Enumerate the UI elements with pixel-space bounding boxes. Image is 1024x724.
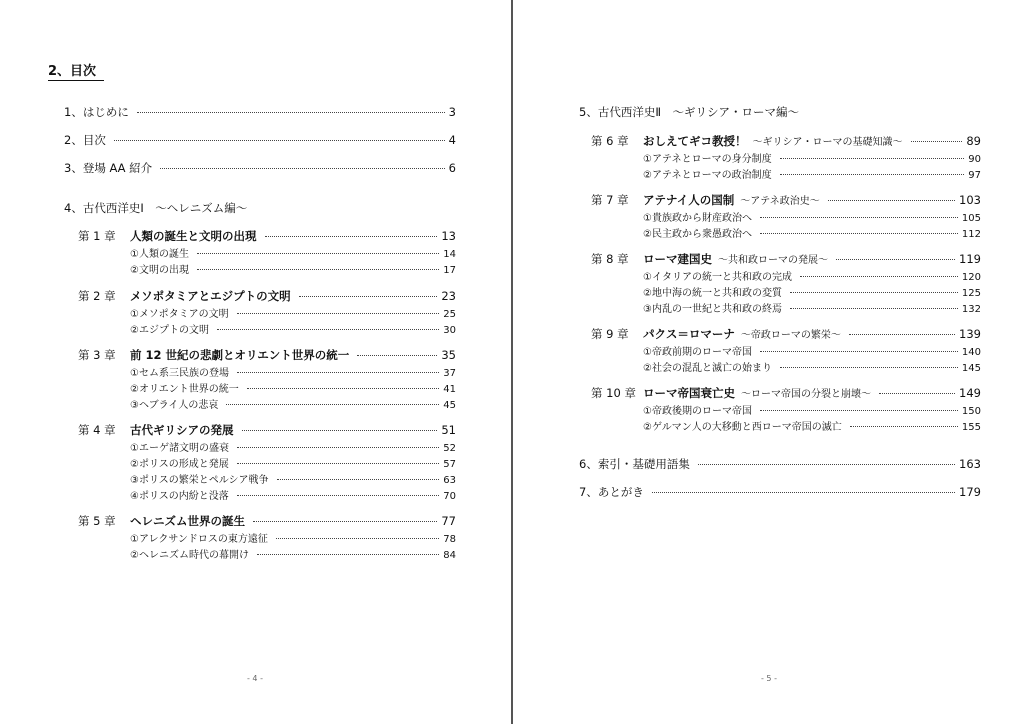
entry-label: ①帝政後期のローマ帝国 bbox=[643, 406, 752, 417]
entry-page: 105 bbox=[961, 213, 981, 224]
entry-page: 77 bbox=[441, 514, 456, 528]
entry-page: 35 bbox=[441, 348, 456, 362]
entry-label: ①イタリアの統一と共和政の完成 bbox=[643, 272, 792, 283]
entry-page: 78 bbox=[443, 534, 456, 545]
chapter-title: 前 12 世紀の悲劇とオリエント世界の統一 bbox=[130, 348, 350, 362]
toc-subentry[interactable] bbox=[130, 487, 456, 502]
toc-subentry[interactable] bbox=[130, 471, 456, 486]
leader-dots bbox=[780, 367, 958, 368]
entry-page: 51 bbox=[441, 423, 456, 437]
entry-label: 7、あとがき bbox=[579, 485, 644, 499]
toc-chapter[interactable] bbox=[78, 513, 456, 529]
toc-subentry[interactable] bbox=[130, 546, 456, 561]
leader-dots bbox=[265, 236, 438, 237]
toc-subentry[interactable] bbox=[643, 268, 981, 283]
entry-page: 120 bbox=[961, 272, 981, 283]
entry-page: 150 bbox=[961, 406, 981, 417]
leader-dots bbox=[237, 463, 440, 464]
toc-subentry[interactable] bbox=[643, 209, 981, 224]
entry-page: 140 bbox=[961, 347, 981, 358]
leader-dots bbox=[257, 554, 439, 555]
entry-label: 2、目次 bbox=[64, 133, 106, 147]
page-left bbox=[0, 0, 511, 724]
chapter-number: 第 1 章 bbox=[78, 229, 116, 243]
toc-chapter[interactable] bbox=[591, 192, 981, 208]
entry-page: 52 bbox=[443, 443, 456, 454]
entry-page: 17 bbox=[443, 265, 456, 276]
entry-label: ②オリエント世界の統一 bbox=[130, 384, 239, 395]
leader-dots bbox=[247, 388, 440, 389]
chapter-number: 第 5 章 bbox=[78, 514, 116, 528]
toc-subentry[interactable] bbox=[643, 359, 981, 374]
toc-title: 2、目次 bbox=[48, 60, 104, 81]
leader-dots bbox=[253, 521, 437, 522]
leader-dots bbox=[780, 158, 965, 159]
toc-subentry[interactable] bbox=[130, 439, 456, 454]
entry-label: ②文明の出現 bbox=[130, 265, 189, 276]
toc-entry[interactable] bbox=[579, 484, 981, 500]
entry-label: 3、登場 AA 紹介 bbox=[64, 161, 153, 175]
entry-label: ①帝政前期のローマ帝国 bbox=[643, 347, 752, 358]
entry-page: 14 bbox=[443, 249, 456, 260]
entry-label: ③内乱の一世紀と共和政の終焉 bbox=[643, 304, 782, 315]
entry-page: 70 bbox=[443, 491, 456, 502]
entry-label: ④ポリスの内紛と没落 bbox=[130, 491, 229, 502]
chapter-number: 第 3 章 bbox=[78, 348, 116, 362]
entry-page: 132 bbox=[961, 304, 981, 315]
leader-dots bbox=[242, 430, 438, 431]
leader-dots bbox=[237, 313, 440, 314]
leader-dots bbox=[760, 410, 958, 411]
part-header: 4、古代西洋史Ⅰ ～ヘレニズム編～ bbox=[64, 201, 248, 215]
toc-subentry[interactable] bbox=[643, 418, 981, 433]
entry-page: 23 bbox=[441, 289, 456, 303]
toc-subentry[interactable] bbox=[643, 225, 981, 240]
entry-page: 149 bbox=[959, 386, 981, 400]
chapter-subtitle: ～ローマ帝国の分裂と崩壊～ bbox=[741, 389, 871, 400]
chapter-number: 第 6 章 bbox=[591, 134, 629, 148]
entry-page: 57 bbox=[443, 459, 456, 470]
leader-dots bbox=[160, 168, 444, 169]
entry-page: 84 bbox=[443, 550, 456, 561]
entry-label: ③ヘブライ人の悲哀 bbox=[130, 400, 219, 411]
toc-entry[interactable] bbox=[64, 160, 456, 176]
entry-label: ②社会の混乱と滅亡の始まり bbox=[643, 363, 772, 374]
entry-label: ②ヘレニズム時代の幕開け bbox=[130, 550, 249, 561]
entry-label: ②アテネとローマの政治制度 bbox=[643, 170, 772, 181]
chapter-number: 第 9 章 bbox=[591, 327, 629, 341]
leader-dots bbox=[276, 538, 439, 539]
entry-label: ②ポリスの形成と発展 bbox=[130, 459, 229, 470]
toc-entry[interactable] bbox=[579, 456, 981, 472]
leader-dots bbox=[911, 141, 963, 142]
leader-dots bbox=[277, 479, 440, 480]
toc-chapter[interactable] bbox=[591, 326, 981, 342]
toc-subentry[interactable] bbox=[130, 321, 456, 336]
toc-subentry[interactable] bbox=[130, 396, 456, 411]
toc-chapter[interactable] bbox=[78, 228, 456, 244]
leader-dots bbox=[237, 495, 440, 496]
toc-chapter[interactable] bbox=[78, 288, 456, 304]
leader-dots bbox=[197, 269, 439, 270]
leader-dots bbox=[299, 296, 438, 297]
chapter-title: 古代ギリシアの発展 bbox=[130, 423, 234, 437]
entry-label: ①貴族政から財産政治へ bbox=[643, 213, 752, 224]
entry-label: ②民主政から衆愚政治へ bbox=[643, 229, 752, 240]
chapter-number: 第 7 章 bbox=[591, 193, 629, 207]
entry-page: 145 bbox=[961, 363, 981, 374]
toc-subentry[interactable] bbox=[643, 284, 981, 299]
toc-subentry[interactable] bbox=[130, 455, 456, 470]
entry-page: 37 bbox=[443, 368, 456, 379]
toc-subentry[interactable] bbox=[643, 300, 981, 315]
entry-label: 6、索引・基礎用語集 bbox=[579, 457, 690, 471]
toc-subentry[interactable] bbox=[130, 530, 456, 545]
chapter-number: 第 4 章 bbox=[78, 423, 116, 437]
entry-label: ①人類の誕生 bbox=[130, 249, 189, 260]
entry-page: 97 bbox=[968, 170, 981, 181]
toc-subentry[interactable] bbox=[643, 166, 981, 181]
leader-dots bbox=[836, 259, 955, 260]
chapter-title: パクス＝ロマーナ bbox=[643, 327, 735, 341]
entry-page: 155 bbox=[961, 422, 981, 433]
chapter-subtitle: ～共和政ローマの発展～ bbox=[718, 255, 828, 266]
leader-dots bbox=[237, 372, 439, 373]
page-right bbox=[513, 0, 1024, 724]
chapter-title: ヘレニズム世界の誕生 bbox=[130, 514, 245, 528]
chapter-title: メソポタミアとエジプトの文明 bbox=[130, 289, 291, 303]
leader-dots bbox=[217, 329, 439, 330]
entry-page: 25 bbox=[443, 309, 456, 320]
leader-dots bbox=[760, 217, 958, 218]
toc-chapter[interactable] bbox=[591, 251, 981, 267]
leader-dots bbox=[760, 351, 958, 352]
chapter-title: ローマ帝国衰亡史 bbox=[643, 386, 735, 400]
leader-dots bbox=[790, 292, 958, 293]
leader-dots bbox=[137, 112, 445, 113]
toc-subentry[interactable] bbox=[130, 364, 456, 379]
entry-label: ②地中海の統一と共和政の変質 bbox=[643, 288, 782, 299]
leader-dots bbox=[850, 426, 958, 427]
leader-dots bbox=[197, 253, 439, 254]
chapter-subtitle: ～アテネ政治史～ bbox=[740, 196, 820, 207]
entry-page: 30 bbox=[443, 325, 456, 336]
entry-label: ①メソポタミアの文明 bbox=[130, 309, 229, 320]
page-number-footer: - 5 - bbox=[761, 674, 777, 683]
leader-dots bbox=[760, 233, 958, 234]
entry-page: 103 bbox=[959, 193, 981, 207]
entry-page: 13 bbox=[441, 229, 456, 243]
toc-subentry[interactable] bbox=[643, 150, 981, 165]
toc-subentry[interactable] bbox=[130, 245, 456, 260]
leader-dots bbox=[790, 308, 958, 309]
leader-dots bbox=[800, 276, 958, 277]
toc-subentry[interactable] bbox=[130, 305, 456, 320]
chapter-subtitle: ～ギリシア・ローマの基礎知識～ bbox=[752, 137, 903, 148]
leader-dots bbox=[357, 355, 437, 356]
toc-chapter[interactable] bbox=[591, 385, 981, 401]
entry-page: 90 bbox=[968, 154, 981, 165]
page-number-footer: - 4 - bbox=[247, 674, 263, 683]
entry-page: 45 bbox=[443, 400, 456, 411]
toc-subentry[interactable] bbox=[130, 261, 456, 276]
toc-chapter[interactable] bbox=[78, 347, 456, 363]
leader-dots bbox=[652, 492, 955, 493]
leader-dots bbox=[237, 447, 439, 448]
entry-page: 4 bbox=[448, 133, 456, 147]
entry-page: 163 bbox=[959, 457, 981, 471]
entry-label: ①アテネとローマの身分制度 bbox=[643, 154, 772, 165]
toc-subentry[interactable] bbox=[643, 343, 981, 358]
entry-label: ②エジプトの文明 bbox=[130, 325, 209, 336]
leader-dots bbox=[879, 393, 955, 394]
chapter-number: 第 2 章 bbox=[78, 289, 116, 303]
entry-page: 119 bbox=[959, 252, 981, 266]
entry-page: 139 bbox=[959, 327, 981, 341]
leader-dots bbox=[828, 200, 955, 201]
leader-dots bbox=[114, 140, 445, 141]
entry-label: ①エーゲ諸文明の盛衰 bbox=[130, 443, 229, 454]
entry-label: ①セム系三民族の登場 bbox=[130, 368, 229, 379]
chapter-title: アテナイ人の国制 bbox=[643, 193, 735, 207]
entry-page: 63 bbox=[443, 475, 456, 486]
entry-label: ①アレクサンドロスの東方遠征 bbox=[130, 534, 268, 545]
entry-page: 112 bbox=[961, 229, 981, 240]
chapter-number: 第 10 章 bbox=[591, 386, 636, 400]
entry-page: 179 bbox=[959, 485, 981, 499]
entry-page: 89 bbox=[966, 134, 981, 148]
toc-subentry[interactable] bbox=[130, 380, 456, 395]
toc-chapter[interactable] bbox=[591, 133, 981, 149]
leader-dots bbox=[780, 174, 965, 175]
chapter-subtitle: ～帝政ローマの繁栄～ bbox=[740, 330, 841, 341]
leader-dots bbox=[849, 334, 955, 335]
entry-page: 6 bbox=[448, 161, 456, 175]
leader-dots bbox=[698, 464, 955, 465]
entry-page: 41 bbox=[443, 384, 456, 395]
toc-chapter[interactable] bbox=[78, 422, 456, 438]
chapter-title: おしえてギコ教授！ bbox=[643, 134, 747, 148]
entry-label: ③ポリスの繁栄とペルシア戦争 bbox=[130, 475, 269, 486]
toc-entry[interactable] bbox=[64, 132, 456, 148]
chapter-title: ローマ建国史 bbox=[643, 252, 712, 266]
toc-subentry[interactable] bbox=[643, 402, 981, 417]
leader-dots bbox=[226, 404, 439, 405]
chapter-number: 第 8 章 bbox=[591, 252, 629, 266]
toc-entry[interactable] bbox=[64, 104, 456, 120]
part-header: 5、古代西洋史Ⅱ ～ギリシア・ローマ編～ bbox=[579, 105, 799, 119]
entry-label: ②ゲルマン人の大移動と西ローマ帝国の滅亡 bbox=[643, 422, 842, 433]
entry-page: 3 bbox=[448, 105, 456, 119]
entry-page: 125 bbox=[961, 288, 981, 299]
entry-label: 1、はじめに bbox=[64, 105, 129, 119]
chapter-title: 人類の誕生と文明の出現 bbox=[130, 229, 257, 243]
